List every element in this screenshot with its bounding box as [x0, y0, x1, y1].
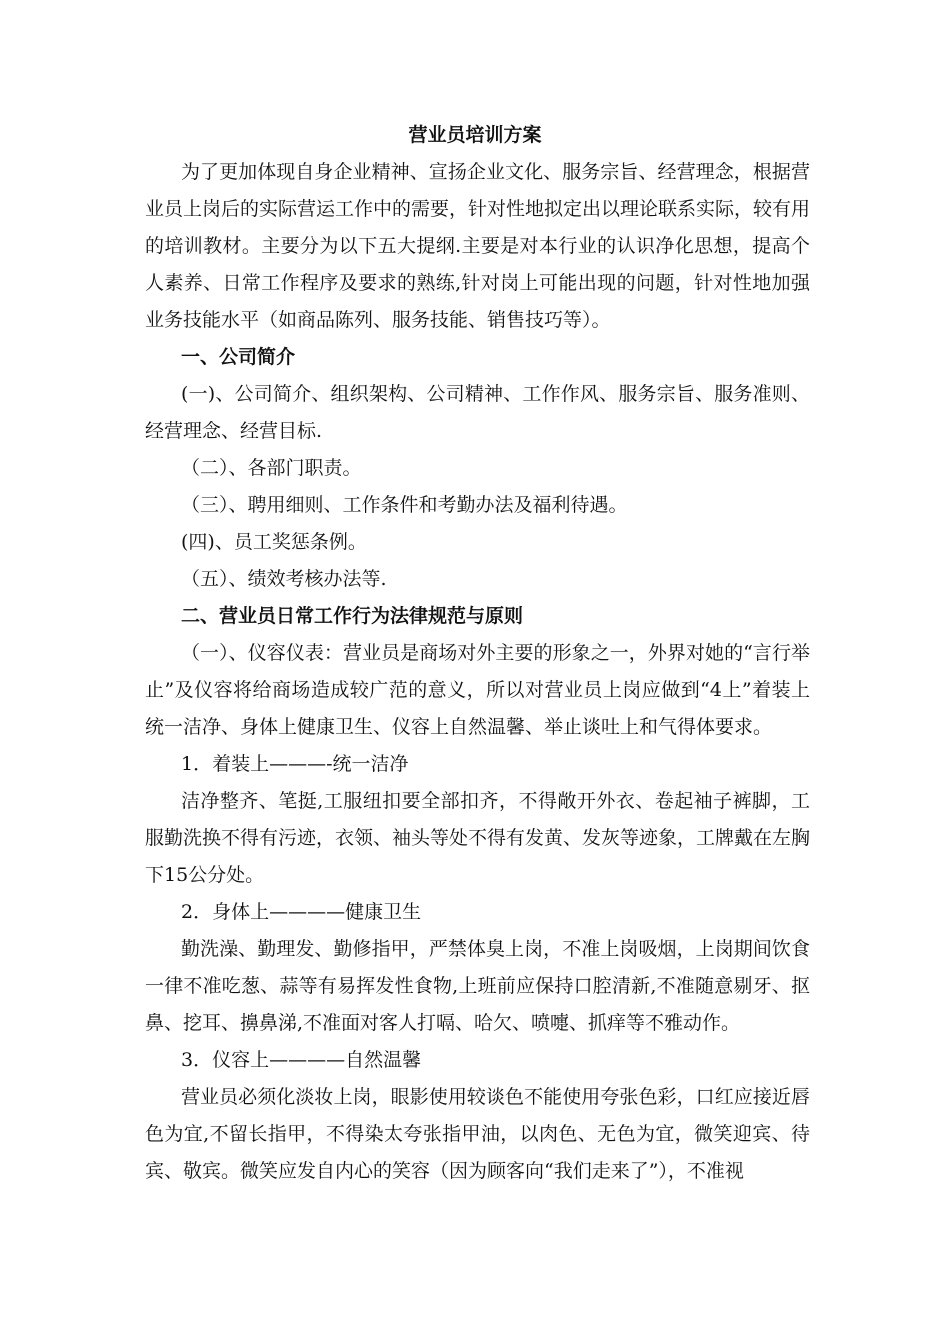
grooming-paragraph: 营业员必须化淡妆上岗，眼影使用较谈色不能使用夸张色彩，口红应接近唇色为宜,不留长指甲，不得染太夸张指甲油，以肉色、无色为宜，微笑迎宾、待宾、敬宾。微笑应发自内心的笑容（因为顾客向“我们走来了”），不准视	[145, 1086, 810, 1182]
subheading-hygiene: 2．身体上————健康卫生	[181, 901, 422, 923]
section-heading-company: 一、公司简介	[181, 346, 296, 368]
section-heading-conduct: 二、营业员日常工作行为法律规范与原则	[181, 605, 524, 627]
attire-paragraph: 洁净整齐、笔挺,工服纽扣要全部扣齐，不得敞开外衣、卷起袖子裤脚，工服勤洗换不得有污迹，衣领、袖头等处不得有发黄、发灰等迹象，工牌戴在左胸下15公分处。	[145, 790, 811, 886]
document-title: 营业员培训方案	[408, 124, 542, 146]
appearance-paragraph: （一）、仪容仪表：营业员是商场对外主要的形象之一，外界对她的“言行举止”及仪容将给商场造成较广范的意义，所以对营业员上岗应做到“4上”着装上统一洁净、身体上健康卫生、仪容上自然温馨、举止谈吐上和气得体要求。	[145, 642, 810, 738]
hygiene-paragraph: 勤洗澡、勤理发、勤修指甲，严禁体臭上岗，不准上岗吸烟，上岗期间饮食一律不准吃葱、蒜等有易挥发性食物,上班前应保持口腔清新,不准随意剔牙、抠鼻、挖耳、擤鼻涕,不准面对客人打嗝、哈欠、喷嚏、抓痒等不雅动作。	[145, 938, 810, 1034]
subheading-grooming: 3．仪容上————自然温馨	[181, 1049, 422, 1071]
section1-item: （五）、绩效考核办法等.	[181, 568, 387, 590]
section1-item: (四)、员工奖惩条例。	[181, 531, 367, 553]
document-body	[145, 154, 810, 1190]
subheading-attire: 1．着装上———-统一洁净	[181, 753, 409, 775]
section1-item: （二）、各部门职责。	[181, 457, 362, 479]
section1-item: (一)、公司简介、组织架构、公司精神、工作作风、服务宗旨、服务准则、经营理念、经营目标.	[145, 383, 810, 442]
section1-item: （三）、聘用细则、工作条件和考勤办法及福利待遇。	[181, 494, 628, 516]
intro-paragraph: 为了更加体现自身企业精神、宣扬企业文化、服务宗旨、经营理念，根据营业员上岗后的实际营运工作中的需要，针对性地拟定出以理论联系实际，较有用的培训教材。主要分为以下五大提纲.主要是对本行业的认识净化思想，提高个人素养、日常工作程序及要求的熟练,针对岗上可能出现的问题，针对性地加强业务技能水平（如商品陈列、服务技能、销售技巧等）。	[145, 161, 811, 331]
